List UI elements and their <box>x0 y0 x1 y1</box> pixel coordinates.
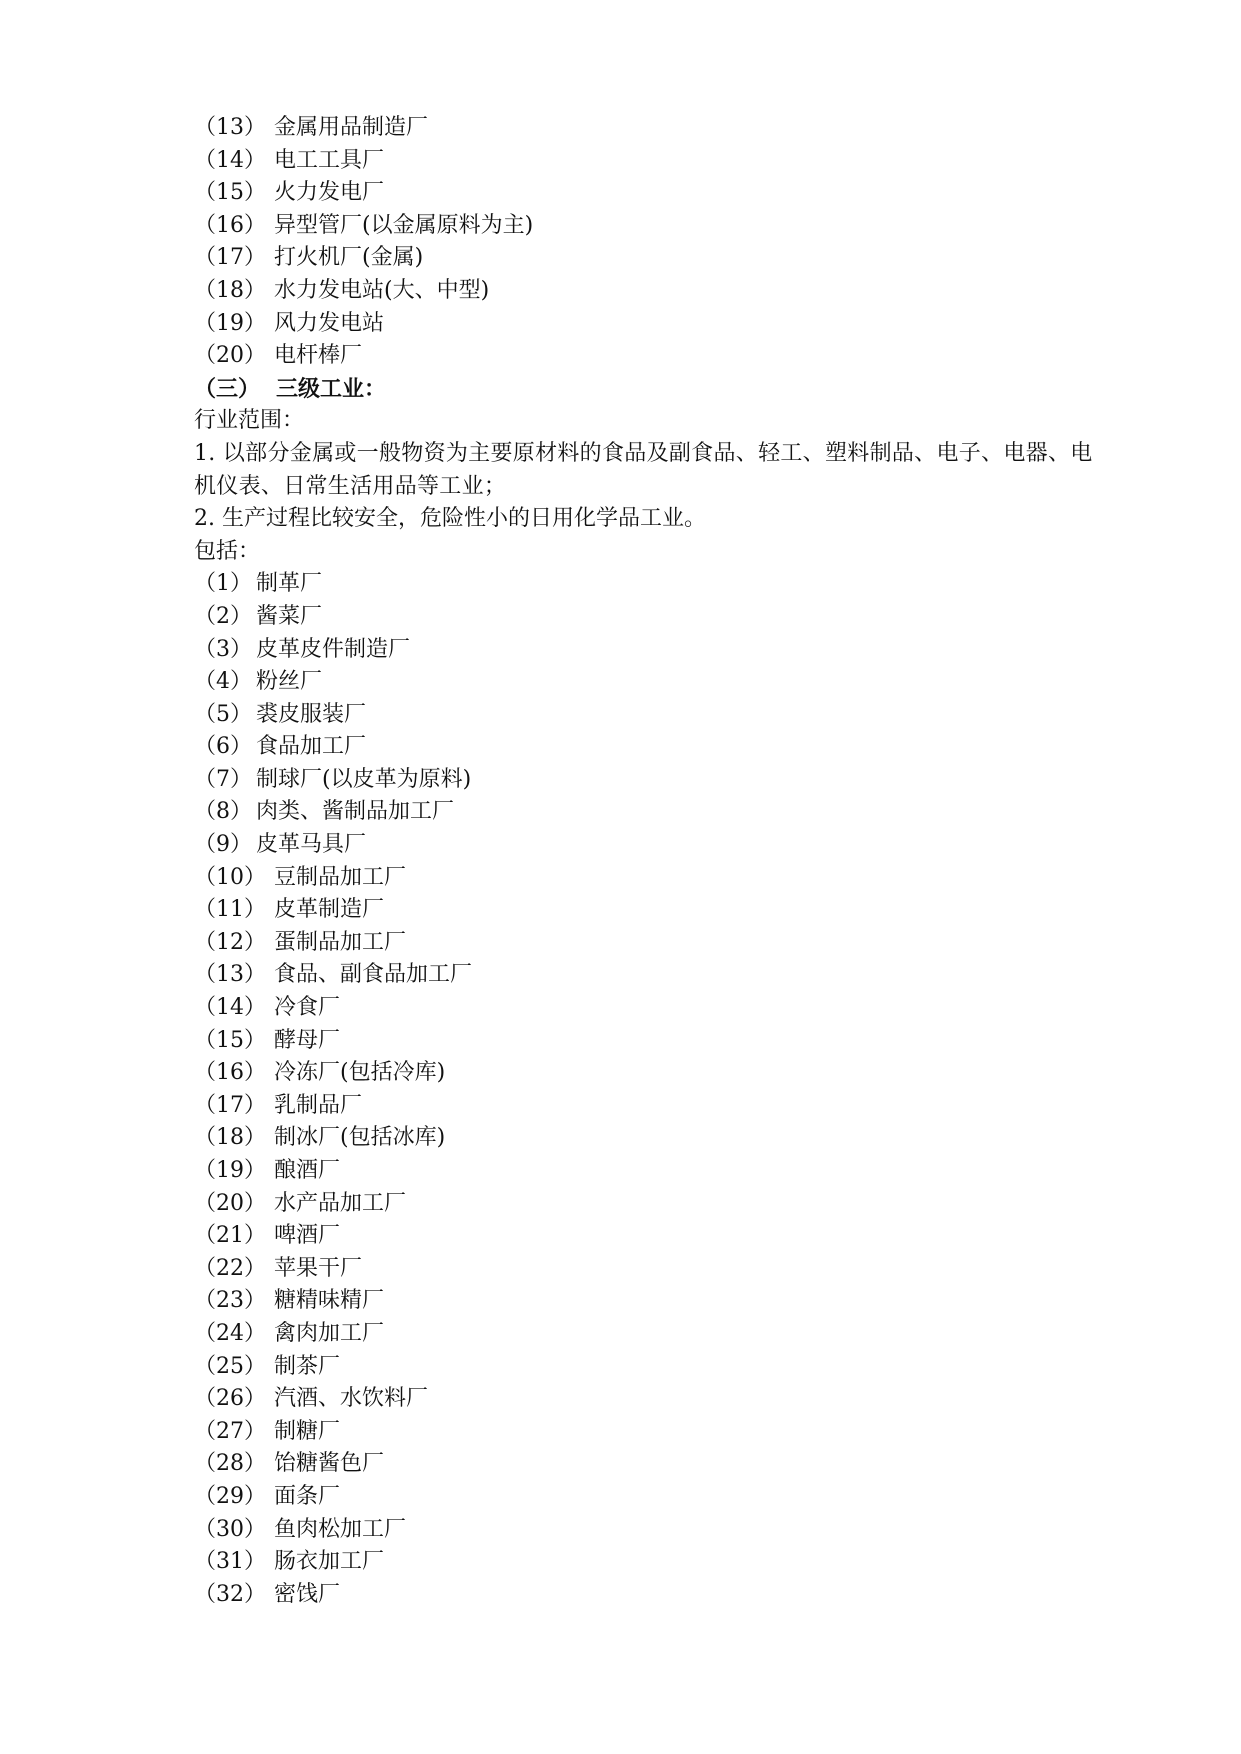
scope-item-1: 1. 以部分金属或一般物资为主要原材料的食品及副食品、轻工、塑料制品、电子、电器、电机仪表、日常生活用品等工业； <box>194 440 1093 499</box>
list-item-text: 密饯厂 <box>274 1581 341 1607</box>
list-item-number: （3） <box>194 636 252 662</box>
list-item <box>194 1481 1094 1514</box>
list-item <box>194 1383 1094 1416</box>
list-item-text: 饴糖酱色厂 <box>274 1451 385 1477</box>
list-item-text: 禽肉加工厂 <box>274 1320 385 1346</box>
scope-item-2: 2. 生产过程比较安全，危险性小的日用化学品工业。 <box>194 506 706 532</box>
list-item-number: （20） <box>194 343 266 369</box>
list-item <box>194 1090 1094 1123</box>
list-item <box>194 731 1094 764</box>
list-item <box>194 666 1094 699</box>
list-item-number: （23） <box>194 1288 266 1314</box>
list-item <box>194 1220 1094 1253</box>
list-item-number: （18） <box>194 1125 266 1151</box>
list-item-text: 粉丝厂 <box>256 669 323 695</box>
list-item <box>194 340 1094 373</box>
list-item-text: 风力发电站 <box>274 310 385 336</box>
list-item-number: （15） <box>194 180 266 206</box>
list-item-number: （16） <box>194 1060 266 1086</box>
list-item <box>194 1514 1094 1547</box>
list-item <box>194 601 1094 634</box>
list-item-text: 异型管厂(以金属原料为主) <box>274 212 534 238</box>
list-item-text: 肉类、酱制品加工厂 <box>256 799 455 825</box>
list-item-text: 面条厂 <box>274 1483 341 1509</box>
section-title: 三级工业： <box>276 375 387 402</box>
list-item-text: 金属用品制造厂 <box>274 115 429 140</box>
list-item <box>194 177 1094 210</box>
list-item-text: 电工工具厂 <box>274 147 385 173</box>
list-item-number: （14） <box>194 147 266 173</box>
list-item-number: （6） <box>194 734 252 760</box>
list-item <box>194 568 1094 601</box>
list-item <box>194 112 1094 145</box>
list-item-number: （31） <box>194 1549 266 1575</box>
list-item-text: 酵母厂 <box>274 1027 341 1053</box>
list-item-number: （9） <box>194 832 252 858</box>
list-item-number: （7） <box>194 766 252 792</box>
section-heading <box>194 373 1094 406</box>
list-item <box>194 764 1094 797</box>
list-item-text: 啤酒厂 <box>274 1223 341 1249</box>
list-item <box>194 275 1094 308</box>
list-item-text: 皮革制造厂 <box>274 897 385 923</box>
list-item <box>194 1318 1094 1351</box>
list-item-number: （4） <box>194 669 252 695</box>
list-item-number: （13） <box>194 115 266 140</box>
list-item-number: （25） <box>194 1353 266 1379</box>
document-body <box>194 112 1094 1611</box>
list-item-number: （2） <box>194 603 252 629</box>
list-item-text: 水产品加工厂 <box>274 1190 407 1216</box>
list-item-number: （19） <box>194 1158 266 1183</box>
list-item-number: （17） <box>194 245 266 271</box>
list-item <box>194 1025 1094 1058</box>
list-item-text: 汽酒、水饮料厂 <box>274 1386 429 1412</box>
list-item-text: 制冰厂(包括冰库) <box>274 1125 446 1151</box>
list-item-text: 制球厂(以皮革为原料) <box>256 766 472 792</box>
list-item-number: （12） <box>194 929 266 955</box>
list-item <box>194 1155 1094 1188</box>
scope-label: 行业范围： <box>194 408 305 434</box>
list-item-text: 火力发电厂 <box>274 180 385 206</box>
list-item-text: 冷冻厂(包括冷库) <box>274 1060 446 1086</box>
list-item-text: 蛋制品加工厂 <box>274 929 407 955</box>
list-item-text: 食品、副食品加工厂 <box>274 962 473 988</box>
list-item-number: （20） <box>194 1190 266 1216</box>
list-item-text: 裘皮服装厂 <box>256 701 367 727</box>
list-item-text: 打火机厂(金属) <box>274 245 424 271</box>
include-label: 包括： <box>194 538 261 564</box>
list-item-number: （19） <box>194 310 266 336</box>
list-item <box>194 242 1094 275</box>
list-item <box>194 1579 1094 1612</box>
list-item-number: （10） <box>194 864 266 890</box>
list-item <box>194 1351 1094 1384</box>
list-item-number: （21） <box>194 1223 266 1249</box>
list-item <box>194 634 1094 667</box>
list-item-number: （28） <box>194 1451 266 1477</box>
list-item-text: 酿酒厂 <box>274 1158 341 1183</box>
list-item-text: 鱼肉松加工厂 <box>274 1516 407 1542</box>
list-item <box>194 1253 1094 1286</box>
list-item <box>194 1285 1094 1318</box>
list-item-number: （16） <box>194 212 266 238</box>
list-item-number: （5） <box>194 701 252 727</box>
list-item-text: 制糖厂 <box>274 1418 341 1444</box>
list-item-number: （27） <box>194 1418 266 1444</box>
list-item-text: 肠衣加工厂 <box>274 1549 385 1575</box>
list-item-number: （22） <box>194 1255 266 1281</box>
industry-list-level3 <box>194 568 1094 1611</box>
list-item-text: 豆制品加工厂 <box>274 864 407 890</box>
list-item-number: （32） <box>194 1581 266 1607</box>
list-item-text: 皮革皮件制造厂 <box>256 636 411 662</box>
list-item-number: （24） <box>194 1320 266 1346</box>
list-item-text: 酱菜厂 <box>256 603 323 629</box>
list-item-number: （15） <box>194 1027 266 1053</box>
list-item <box>194 927 1094 960</box>
list-item-number: （17） <box>194 1092 266 1118</box>
list-item-number: （8） <box>194 799 252 825</box>
list-item-number: （13） <box>194 962 266 988</box>
list-item <box>194 1122 1094 1155</box>
list-item-number: （1） <box>194 571 252 597</box>
list-item-text: 苹果干厂 <box>274 1255 363 1281</box>
list-item <box>194 1448 1094 1481</box>
list-item <box>194 992 1094 1025</box>
list-item <box>194 1546 1094 1579</box>
list-item <box>194 1416 1094 1449</box>
list-item-text: 乳制品厂 <box>274 1092 363 1118</box>
section-number: （三） <box>194 375 261 402</box>
list-item-text: 皮革马具厂 <box>256 832 367 858</box>
list-item-text: 糖精味精厂 <box>274 1288 385 1314</box>
list-item <box>194 1057 1094 1090</box>
list-item <box>194 210 1094 243</box>
list-item <box>194 862 1094 895</box>
list-item-number: （18） <box>194 277 266 303</box>
list-item-number: （30） <box>194 1516 266 1542</box>
list-item <box>194 959 1094 992</box>
list-item <box>194 894 1094 927</box>
list-item-text: 制茶厂 <box>274 1353 341 1379</box>
list-item-text: 食品加工厂 <box>256 734 367 760</box>
list-item-number: （11） <box>194 897 266 923</box>
list-item-text: 水力发电站(大、中型) <box>274 277 490 303</box>
list-item <box>194 145 1094 178</box>
list-item <box>194 1188 1094 1221</box>
list-item <box>194 796 1094 829</box>
list-item <box>194 308 1094 341</box>
list-item-number: （26） <box>194 1386 266 1412</box>
list-item-number: （29） <box>194 1483 266 1509</box>
industry-list-continued <box>194 112 1094 373</box>
list-item <box>194 829 1094 862</box>
list-item <box>194 699 1094 732</box>
list-item-text: 电杆棒厂 <box>274 343 363 369</box>
list-item-text: 制革厂 <box>256 571 323 597</box>
list-item-text: 冷食厂 <box>274 995 341 1021</box>
list-item-number: （14） <box>194 995 266 1021</box>
